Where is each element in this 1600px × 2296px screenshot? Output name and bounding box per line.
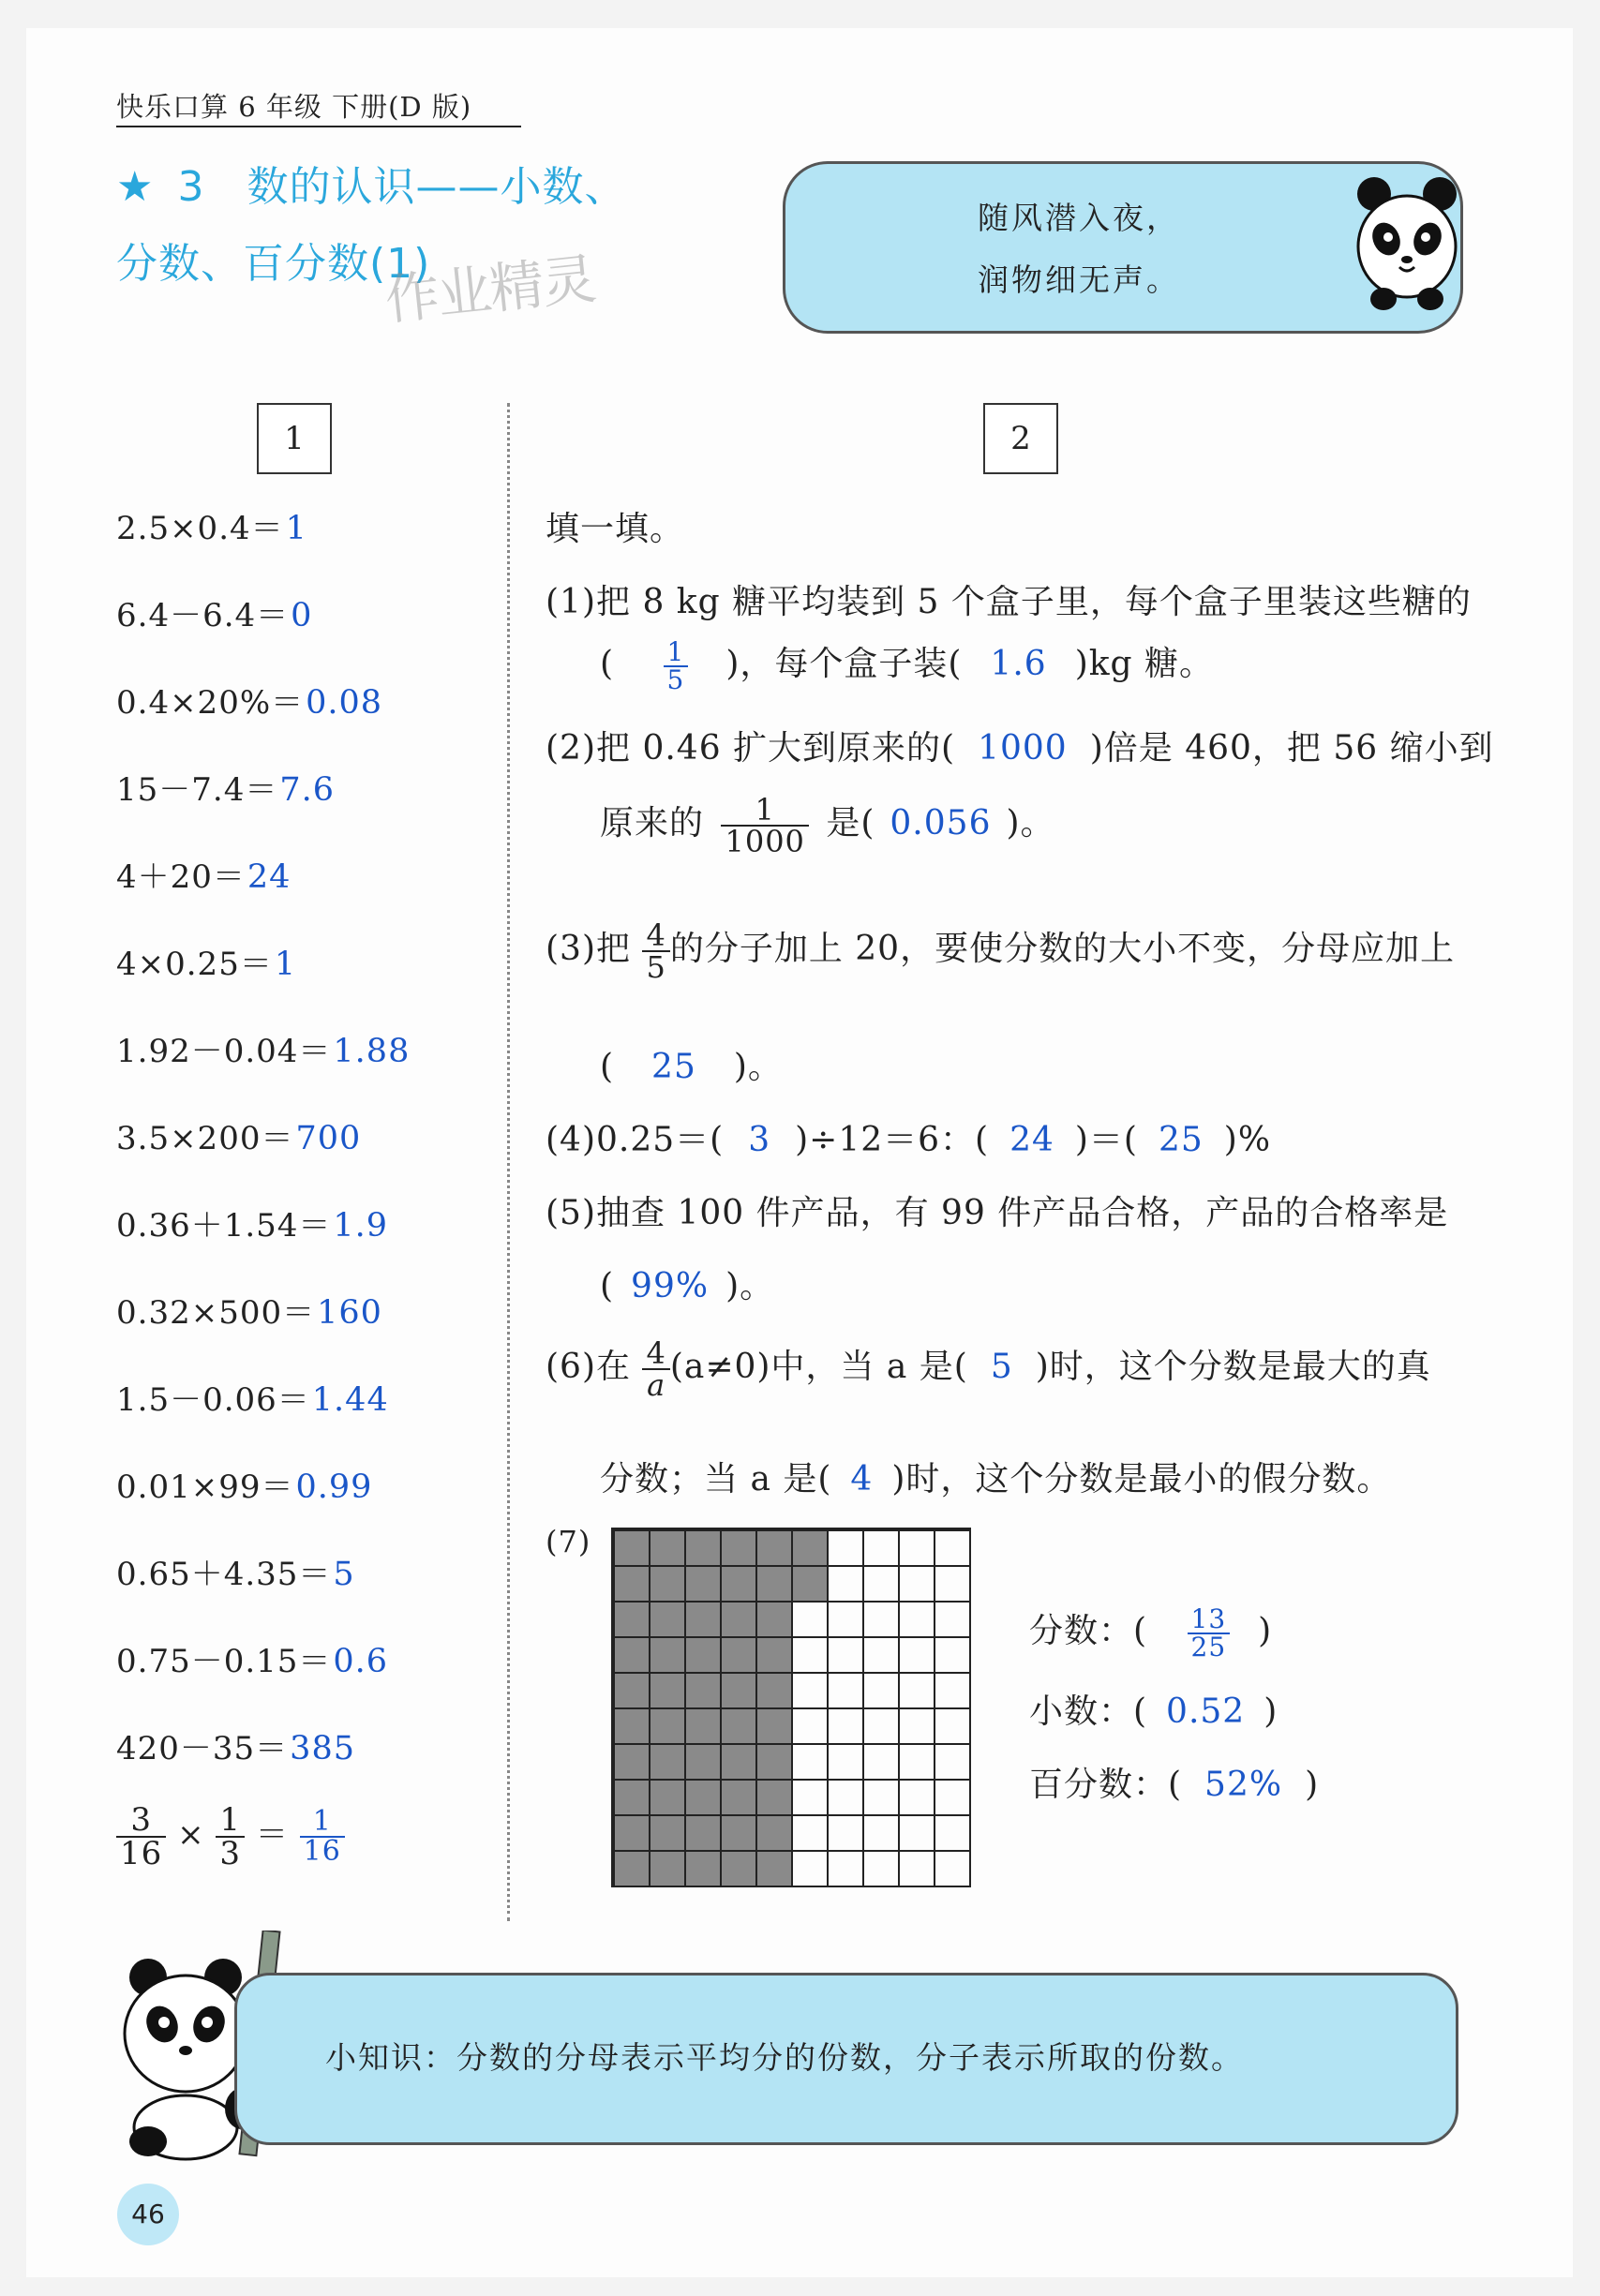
grid-cell-shaded (615, 1674, 649, 1707)
grid-cell-shaded (757, 1709, 791, 1743)
list-item: 2.5×0.4＝1 (116, 510, 307, 547)
grid-cell-shaded (686, 1852, 720, 1886)
q7-label: (7) (546, 1524, 591, 1559)
column-divider (507, 403, 510, 1921)
q2-line2: 原来的 $\frac{1}{1000}$ 是( 0.056 )。 (600, 792, 1055, 859)
grid-cell-shaded (686, 1709, 720, 1743)
grid-cell-shaded (722, 1852, 755, 1886)
grid-cell-shaded (650, 1674, 684, 1707)
grid-cell-shaded (757, 1531, 791, 1565)
q1-answer-fraction: $\frac{1}{5}$ (664, 639, 689, 693)
list-item: 1.5－0.06＝1.44 (116, 1381, 389, 1419)
grid-cell-shaded (757, 1674, 791, 1707)
grid-cell-shaded (650, 1745, 684, 1779)
grid-cell-shaded (615, 1781, 649, 1814)
grid-cell-shaded (650, 1603, 684, 1636)
grid-cell-shaded (722, 1781, 755, 1814)
grid-cell-shaded (757, 1781, 791, 1814)
grid-cell-shaded (757, 1745, 791, 1779)
q2-line1: (2)把 0.46 扩大到原来的( 1000 )倍是 460，把 56 缩小到 (546, 729, 1494, 768)
list-item: 6.4－6.4＝0 (116, 597, 313, 634)
lesson-title-line2: 分数、百分数(1) (116, 240, 431, 288)
list-item: 0.01×99＝0.99 (116, 1469, 373, 1506)
poem-panel (783, 161, 1463, 334)
grid-cell-shaded (722, 1531, 755, 1565)
grid-cell-shaded (650, 1816, 684, 1850)
q5-line1: (5)抽查 100 件产品，有 99 件产品合格，产品的合格率是 (546, 1194, 1449, 1232)
lesson-number: 3 (177, 163, 205, 211)
grid-cell-shaded (686, 1638, 720, 1672)
grid-cell-shaded (757, 1816, 791, 1850)
grid-cell-shaded (722, 1567, 755, 1601)
grid-cell-shaded (650, 1531, 684, 1565)
grid-cell-shaded (615, 1816, 649, 1850)
q7-fraction: 分数：( $\frac{13}{25}$ ) (1029, 1603, 1273, 1662)
watermark: 作业精灵 (381, 246, 598, 333)
grid-cell-shaded (793, 1531, 827, 1565)
q7-decimal: 小数：( 0.52 ) (1029, 1692, 1279, 1731)
page-number: 46 (117, 2184, 179, 2245)
grid-cell-shaded (793, 1567, 827, 1601)
poem-line-2: 润物细无声。 (978, 261, 1180, 298)
q1-line2: ( $\frac{1}{5}$ )，每个盒子装( 1.6 )kg 糖。 (600, 636, 1215, 695)
list-item: 1.92－0.04＝1.88 (116, 1033, 411, 1070)
list-item: 4×0.25＝1 (116, 946, 297, 983)
list-item: 0.75－0.15＝0.6 (116, 1643, 389, 1680)
list-item: 3.5×200＝700 (116, 1120, 362, 1157)
list-item: 0.36＋1.54＝1.9 (116, 1207, 389, 1245)
grid-cell-shaded (722, 1709, 755, 1743)
q4-line: (4)0.25＝( 3 )÷12＝6：( 24 )＝( 25 )% (546, 1121, 1272, 1159)
grid-cell-shaded (615, 1745, 649, 1779)
list-item: 0.32×500＝160 (116, 1294, 382, 1332)
grid-cell-shaded (615, 1531, 649, 1565)
panda-icon (1355, 173, 1458, 314)
poem-line-1: 随风潜入夜， (978, 200, 1180, 236)
grid-cell-shaded (615, 1638, 649, 1672)
section-2-intro: 填一填。 (546, 510, 685, 548)
list-item: 0.65＋4.35＝5 (116, 1556, 355, 1593)
grid-cell-shaded (650, 1567, 684, 1601)
grid-cell-shaded (615, 1567, 649, 1601)
list-item: 0.4×20%＝0.08 (116, 684, 383, 722)
header-underline (116, 126, 521, 127)
lesson-title-line1 (116, 150, 626, 225)
grid-cell-shaded (615, 1709, 649, 1743)
q3-line2: ( 25 )。 (600, 1048, 783, 1086)
q6-line2: 分数；当 a 是( 4 )时，这个分数是最小的假分数。 (600, 1460, 1392, 1498)
grid-cell-shaded (722, 1638, 755, 1672)
grid-cell-shaded (650, 1781, 684, 1814)
grid-cell-shaded (686, 1781, 720, 1814)
grid-cell-shaded (615, 1603, 649, 1636)
grid-cell-shaded (686, 1674, 720, 1707)
hundred-grid (611, 1528, 971, 1887)
list-item: 420－35＝385 (116, 1730, 355, 1767)
grid-cell-shaded (757, 1603, 791, 1636)
grid-cell-shaded (650, 1709, 684, 1743)
q1-line1: (1)把 8 kg 糖平均装到 5 个盒子里，每个盒子里装这些糖的 (546, 583, 1472, 621)
q6-line1: (6)在 $\frac{4}{a}$ (a≠0)中，当 a 是( 5 )时，这个分数是最大的真 (546, 1335, 1431, 1403)
grid-cell-shaded (722, 1603, 755, 1636)
q5-line2: ( 99% )。 (600, 1267, 775, 1305)
lesson-title-text1: 数的认识——小数、 (247, 163, 627, 211)
grid-cell-shaded (757, 1638, 791, 1672)
q3-line1: (3)把 $\frac{4}{5}$ 的分子加上 20，要使分数的大小不变，分母应加上 (546, 917, 1456, 985)
grid-cell-shaded (722, 1745, 755, 1779)
grid-cell-shaded (686, 1603, 720, 1636)
grid-cell-shaded (686, 1745, 720, 1779)
q7-percent: 百分数：( 52% ) (1029, 1766, 1320, 1804)
grid-cell-shaded (686, 1816, 720, 1850)
tip-text: 小知识：分数的分母表示平均分的份数，分子表示所取的份数。 (325, 2039, 1244, 2076)
grid-cell-shaded (722, 1674, 755, 1707)
grid-cell-shaded (757, 1852, 791, 1886)
list-item: 4＋20＝24 (116, 858, 292, 896)
star-icon: ★ (116, 163, 155, 211)
grid-cell-shaded (615, 1852, 649, 1886)
book-header: 快乐口算 6 年级 下册(D 版) (116, 91, 472, 123)
tip-panel (234, 1973, 1458, 2145)
list-item-fraction: $\frac{3}{16}$ × $\frac{1}{3}$ ＝ $\frac{1}{16}$ (116, 1804, 345, 1870)
grid-cell-shaded (686, 1567, 720, 1601)
list-item: 15－7.4＝7.6 (116, 771, 336, 809)
grid-cell-shaded (757, 1567, 791, 1601)
grid-cell-shaded (650, 1638, 684, 1672)
grid-cell-shaded (686, 1531, 720, 1565)
section-1-label: 1 (257, 403, 332, 474)
grid-cell-shaded (722, 1816, 755, 1850)
grid-cell-shaded (650, 1852, 684, 1886)
section-2-label: 2 (983, 403, 1058, 474)
